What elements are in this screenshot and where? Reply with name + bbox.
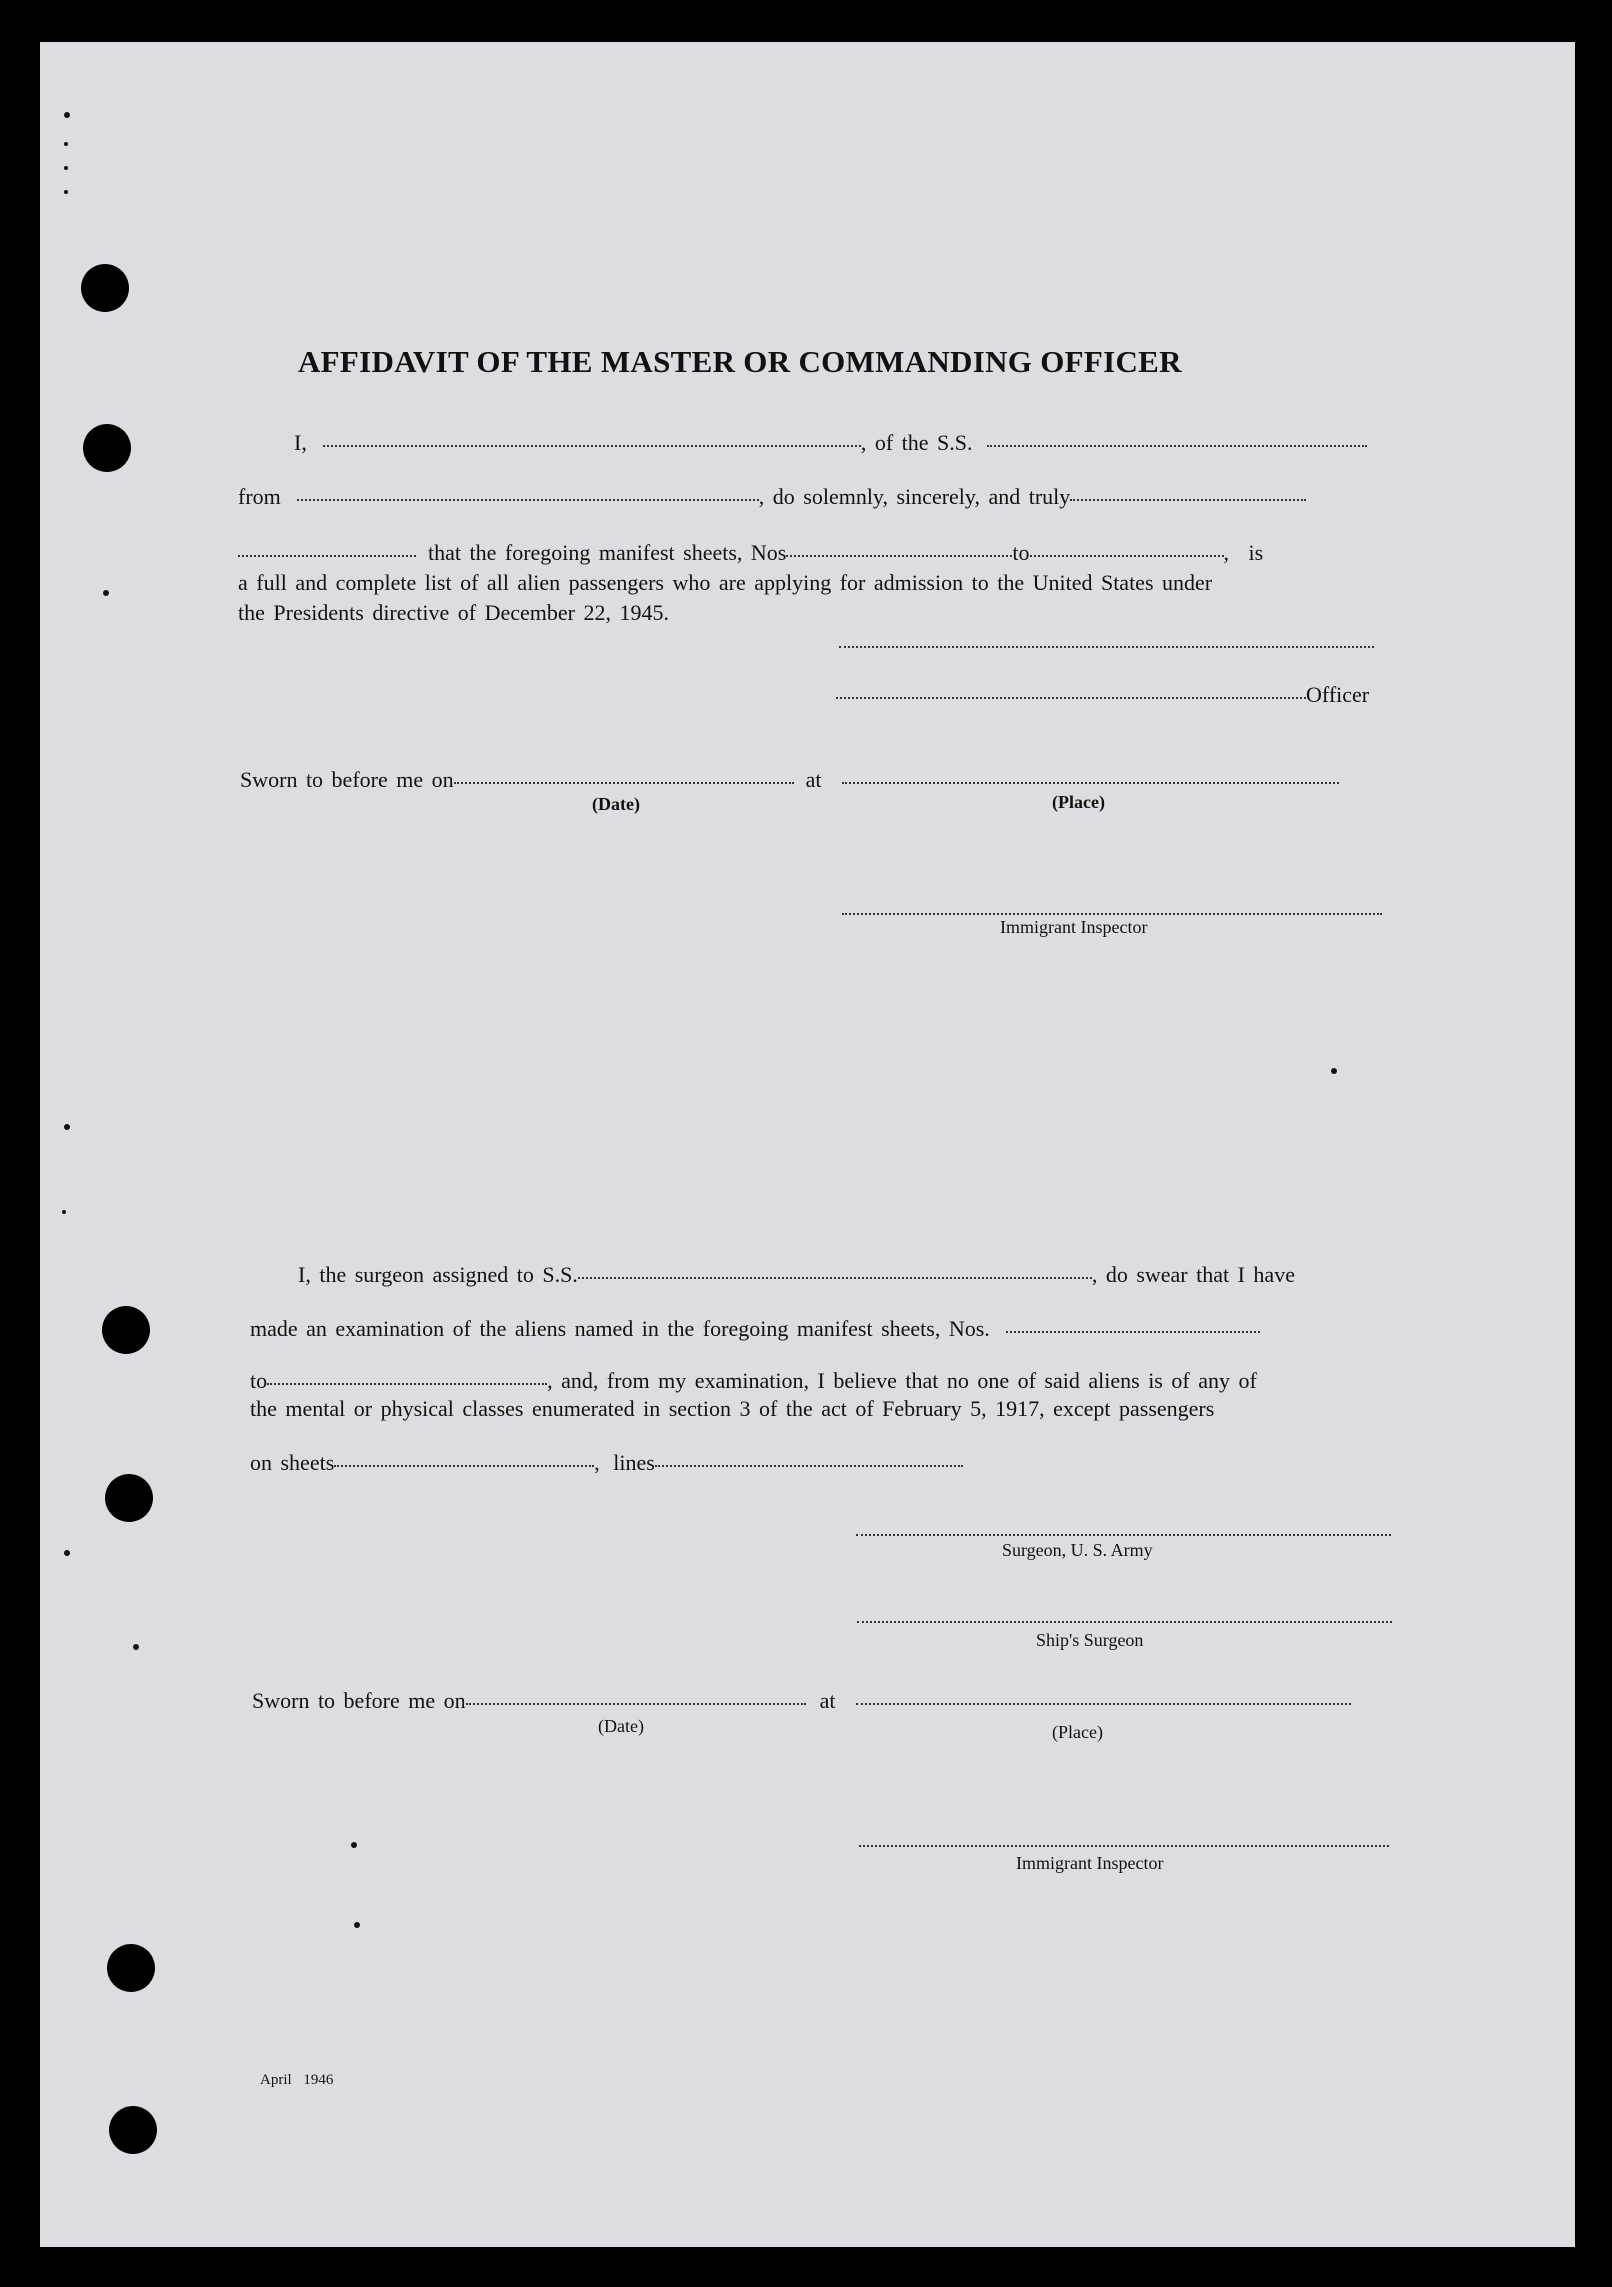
from-port-field[interactable]	[297, 498, 759, 501]
text: to	[1012, 540, 1030, 565]
speck	[1331, 1068, 1337, 1074]
text: , do solemnly, sincerely, and truly	[758, 484, 1071, 509]
surgeon-inspector-signature-line[interactable]	[859, 1844, 1389, 1847]
master-line-3	[238, 540, 1263, 566]
surgeon-line-1	[298, 1262, 1295, 1288]
text: a full and complete list of all alien passengers who are applying for admission to the United States under	[238, 570, 1213, 595]
binder-hole	[81, 264, 129, 312]
officer-signature-line[interactable]	[836, 696, 1306, 699]
sworn-place-field[interactable]	[842, 781, 1339, 784]
surgeon-sworn-place-field[interactable]	[856, 1702, 1351, 1705]
speck	[64, 112, 70, 118]
ship-surgeon-caption: Ship's Surgeon	[1036, 1630, 1144, 1650]
text: the Presidents directive of December 22, 1945.	[238, 600, 669, 625]
name-field[interactable]	[323, 444, 861, 447]
ship-name-field[interactable]	[987, 444, 1367, 447]
binder-hole	[109, 2106, 157, 2154]
text: the mental or physical classes enumerated in section 3 of the act of February 5, 1917, except passengers	[250, 1396, 1215, 1421]
text: at	[819, 1688, 836, 1713]
speck	[64, 1124, 70, 1130]
surgeon-to-field[interactable]	[267, 1382, 547, 1385]
text: to	[250, 1368, 268, 1393]
speck	[64, 166, 68, 170]
text: made an examination of the aliens named in the foregoing manifest sheets, Nos.	[250, 1316, 990, 1341]
text: at	[805, 767, 822, 792]
army-surgeon-signature-line[interactable]	[856, 1533, 1391, 1536]
speck	[64, 1550, 70, 1556]
surgeon-sworn-line	[252, 1688, 1351, 1714]
surgeon-ship-field[interactable]	[578, 1276, 1092, 1279]
master-line-2	[238, 484, 1306, 510]
text: , and, from my examination, I believe that no one of said aliens is of any of	[547, 1368, 1257, 1393]
surgeon-line-3	[250, 1368, 1257, 1394]
surgeon-nos-field[interactable]	[1006, 1330, 1260, 1333]
sworn-date-field[interactable]	[454, 781, 794, 784]
speck	[103, 590, 109, 596]
speck	[64, 142, 68, 146]
master-sworn-line	[240, 767, 1339, 793]
officer-signature	[836, 682, 1369, 708]
form-page	[40, 42, 1575, 2247]
text: I,	[294, 430, 307, 455]
text: from	[238, 484, 281, 509]
officer-label: Officer	[1306, 682, 1370, 707]
surgeon-line-2	[250, 1316, 1260, 1342]
surgeon-paragraph	[250, 1394, 1430, 1424]
binder-hole	[105, 1474, 153, 1522]
place-caption: (Place)	[1052, 792, 1105, 812]
sheets-field[interactable]	[334, 1464, 594, 1467]
speck	[133, 1644, 139, 1650]
binder-hole	[107, 1944, 155, 1992]
surgeon-place-caption: (Place)	[1052, 1722, 1103, 1742]
speck	[351, 1842, 357, 1848]
text: Sworn to before me on	[252, 1688, 466, 1713]
text: , is	[1223, 540, 1264, 565]
surgeon-inspector-caption: Immigrant Inspector	[1016, 1853, 1164, 1873]
text: I, the surgeon assigned to S.S.	[298, 1262, 578, 1287]
speck	[64, 190, 68, 194]
binder-hole	[83, 424, 131, 472]
date-caption: (Date)	[592, 794, 640, 814]
text: , do swear that I have	[1091, 1262, 1295, 1287]
text: that the foregoing manifest sheets, Nos	[428, 540, 787, 565]
surgeon-date-caption: (Date)	[598, 1716, 644, 1736]
master-paragraph	[238, 568, 1418, 628]
master-line-1	[294, 430, 1367, 456]
speck	[62, 1210, 66, 1214]
speck	[354, 1922, 360, 1928]
text: Sworn to before me on	[240, 767, 454, 792]
text: , lines	[594, 1450, 655, 1475]
surgeon-line-5	[250, 1450, 963, 1476]
binder-hole	[102, 1306, 150, 1354]
form-title: AFFIDAVIT OF THE MASTER OR COMMANDING OFFICER	[298, 344, 1182, 379]
verb-field[interactable]	[1070, 498, 1306, 501]
surgeon-sworn-date-field[interactable]	[466, 1702, 806, 1705]
master-signature-line[interactable]	[839, 645, 1374, 648]
sheet-to-field[interactable]	[1030, 554, 1224, 557]
text: , of the S.S.	[860, 430, 973, 455]
inspector-signature-line[interactable]	[842, 912, 1382, 915]
text: on sheets	[250, 1450, 335, 1475]
lines-field[interactable]	[655, 1464, 963, 1467]
inspector-caption: Immigrant Inspector	[1000, 917, 1148, 937]
army-surgeon-caption: Surgeon, U. S. Army	[1002, 1540, 1153, 1560]
sheet-from-field[interactable]	[786, 554, 1012, 557]
ship-surgeon-signature-line[interactable]	[857, 1620, 1392, 1623]
declaration-field[interactable]	[238, 554, 416, 557]
form-date-footer: April 1946	[260, 2072, 334, 2088]
